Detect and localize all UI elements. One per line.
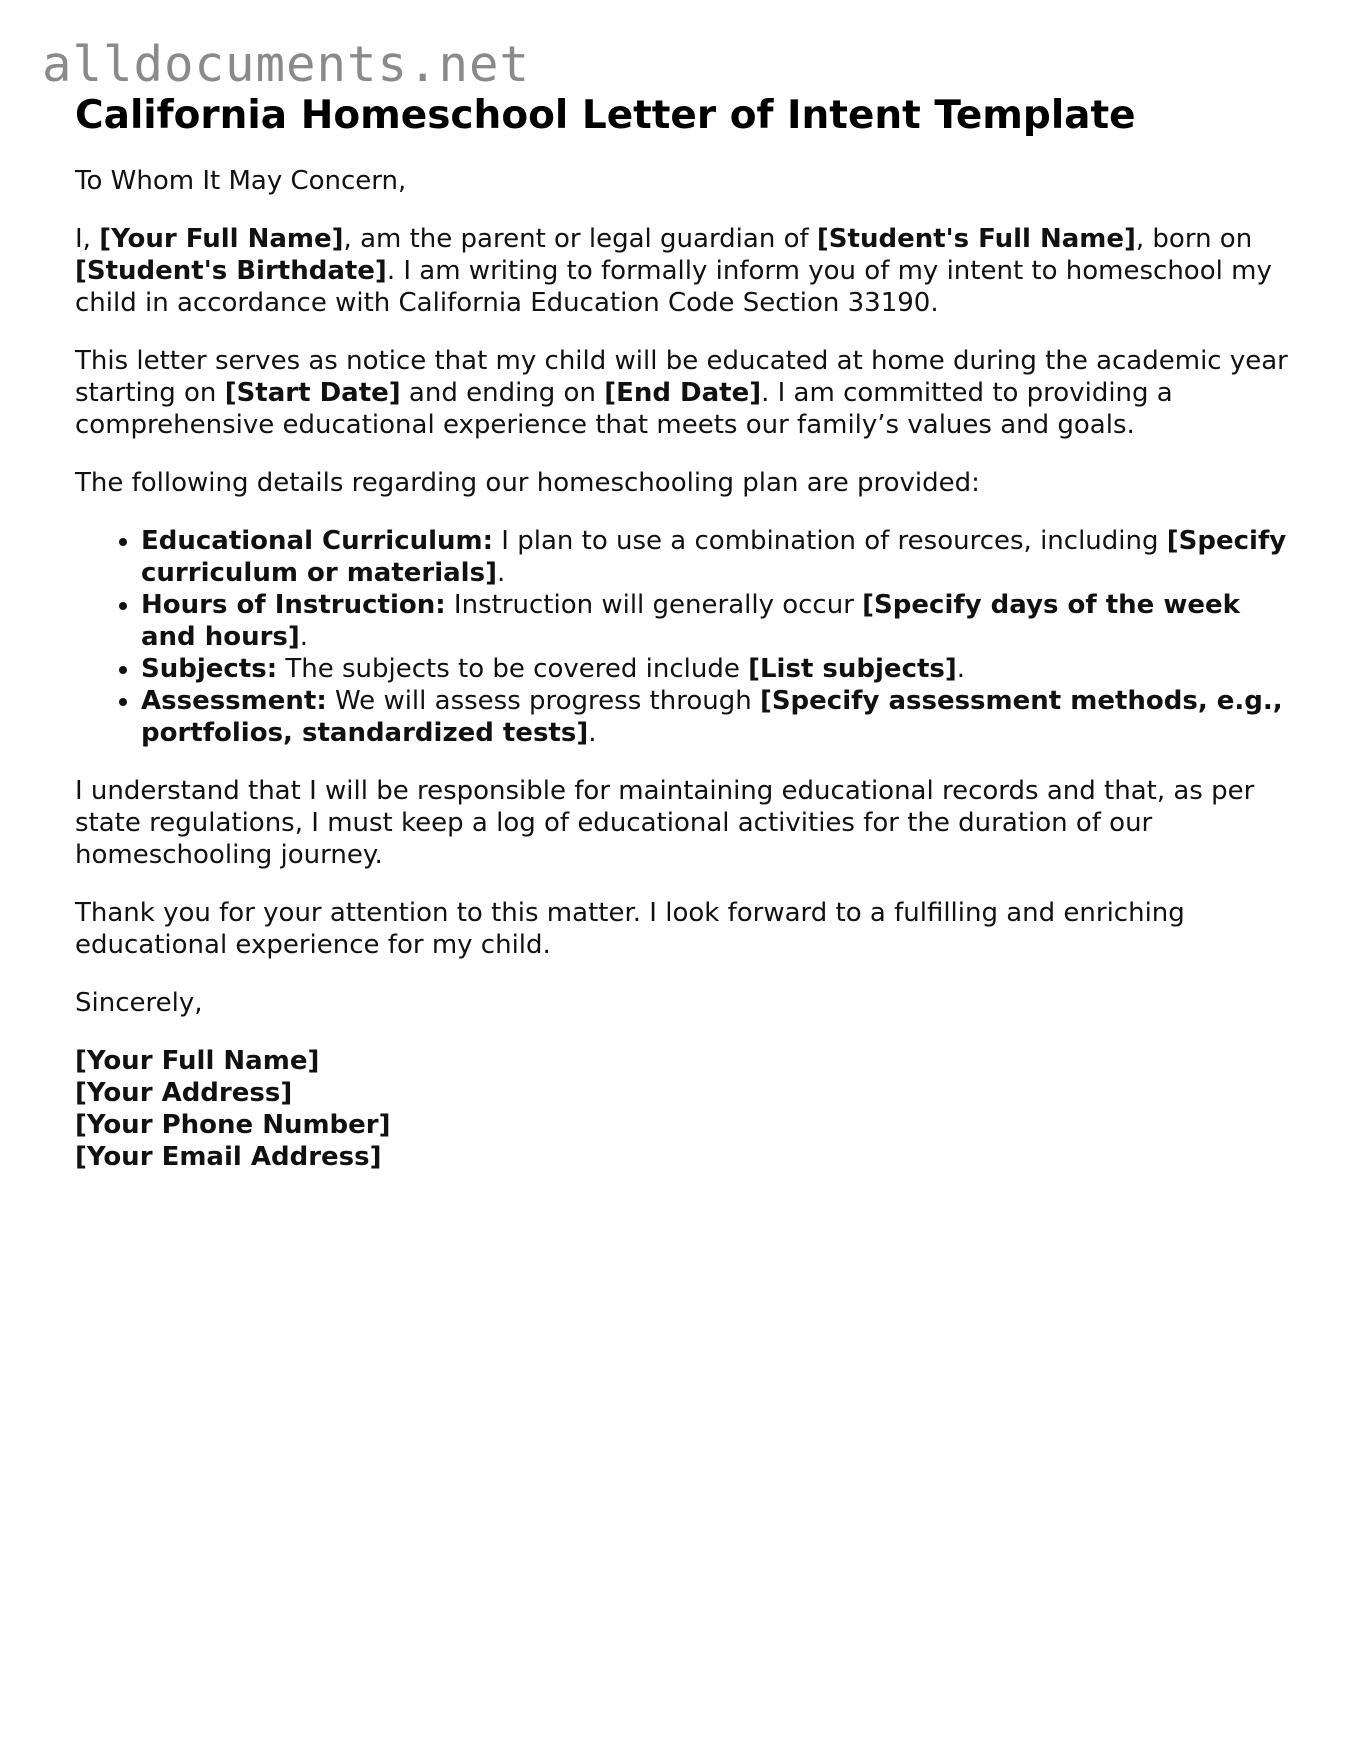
plan-item-text: Instruction will generally occur: [445, 590, 863, 620]
plan-list: [75, 525, 1295, 749]
signature-phone: [Your Phone Number]: [75, 1110, 391, 1140]
plan-item-placeholder: [Specify curriculum or materials]: [141, 526, 1287, 588]
greeting: To Whom It May Concern,: [75, 166, 407, 196]
plan-item-text: The subjects to be covered include: [277, 654, 749, 684]
plan-item-end: .: [588, 718, 597, 748]
watermark-logo: alldocuments.net: [42, 36, 531, 93]
intro-text-3: , born on: [1135, 224, 1253, 254]
notice-paragraph: [75, 345, 1295, 441]
plan-item-end: .: [496, 558, 506, 588]
plan-item-label: Educational Curriculum:: [141, 526, 494, 556]
plan-item-text: I plan to use a combination of resources, including: [493, 526, 1167, 556]
records-paragraph: I understand that I will be responsible for maintaining educational records and that, as per state regulations, I must keep a log of educational activities for the duration of our homeschooling journey.: [75, 776, 1255, 870]
notice-text-3: . I am committed to providing a comprehensive educational experience that meets our family’s values and goals.: [75, 378, 1173, 440]
details-intro: The following details regarding our homeschooling plan are provided:: [75, 468, 980, 498]
intro-text-2: , am the parent or legal guardian of: [343, 224, 817, 254]
plan-item-placeholder: [List subjects]: [748, 654, 957, 684]
closing: Sincerely,: [75, 988, 203, 1018]
signature-email: [Your Email Address]: [75, 1142, 382, 1172]
plan-item-end: .: [299, 622, 309, 652]
intro-text-1: I,: [75, 224, 100, 254]
student-name-placeholder: [Student's Full Name]: [816, 224, 1136, 254]
letter-document: [75, 92, 1295, 1173]
intro-text-4: . I am writing to formally inform you of my intent to homeschool my child in accordance with California Education Code Section 33190.: [75, 256, 1272, 318]
plan-item-label: Hours of Instruction:: [141, 590, 446, 620]
birthdate-placeholder: [Student's Birthdate]: [75, 256, 387, 286]
list-item: [141, 589, 1295, 653]
parent-name-placeholder: [Your Full Name]: [99, 224, 344, 254]
intro-paragraph: [75, 223, 1295, 319]
thanks-paragraph: Thank you for your attention to this matter. I look forward to a fulfilling and enriching educational experience for my child.: [75, 898, 1185, 960]
end-date-placeholder: [End Date]: [604, 378, 762, 408]
plan-item-placeholder: [Specify days of the week and hours]: [141, 590, 1240, 652]
list-item: [141, 685, 1295, 749]
plan-item-placeholder: [Specify assessment methods, e.g., portfolios, standardized tests]: [141, 686, 1283, 748]
list-item: [141, 653, 1295, 685]
notice-text-2: and ending on: [400, 378, 605, 408]
plan-item-label: Assessment:: [141, 686, 327, 716]
list-item: [141, 525, 1295, 589]
plan-item-label: Subjects:: [141, 654, 278, 684]
signature-block: [75, 1045, 1295, 1173]
page-title: California Homeschool Letter of Intent Template: [75, 93, 1136, 138]
signature-address: [Your Address]: [75, 1078, 293, 1108]
notice-text-1: This letter serves as notice that my child will be educated at home during the academic year starting on: [75, 346, 1288, 408]
start-date-placeholder: [Start Date]: [224, 378, 401, 408]
plan-item-text: We will assess progress through: [326, 686, 760, 716]
plan-item-end: .: [956, 654, 966, 684]
signature-name: [Your Full Name]: [75, 1046, 320, 1076]
